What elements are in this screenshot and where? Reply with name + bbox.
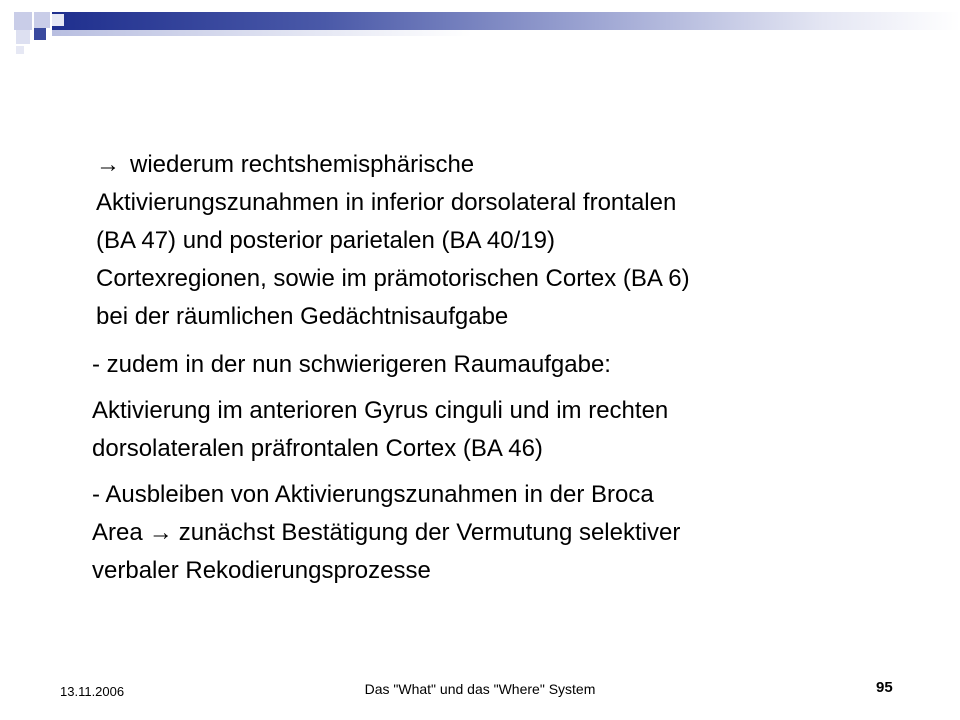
paragraph-3 [92,392,912,468]
decor-square [16,46,24,54]
text-line: Aktivierung im anterioren Gyrus cinguli und im rechten [92,397,669,424]
text-line: - Ausbleiben von Aktivierungszunahmen in der Broca [92,481,654,508]
decor-square-accent [34,28,46,40]
text-line: Cortexregionen, sowie im prämotorischen Cortex (BA 6) [96,265,690,292]
decor-square [14,12,32,30]
text-line: - zudem in der nun schwierigeren Raumaufgabe: [92,351,611,378]
paragraph-4 [92,476,912,590]
text-line: Area → zunächst Bestätigung der Vermutung selektiver [92,514,912,552]
arrow-right-icon: → [96,151,120,178]
arrow-right-icon: → [148,519,173,546]
header-gradient-bar [52,12,960,30]
page-number: 95 [876,679,893,696]
text-line: (BA 47) und posterior parietalen (BA 40/19) [96,227,555,254]
text-line: Aktivierungszunahmen in inferior dorsolateral frontalen [96,189,677,216]
decor-square [34,12,50,28]
text-line: → wiederum rechtshemisphärische [96,146,912,184]
footer-date: 13.11.2006 [60,684,125,699]
text-line: bei der räumlichen Gedächtnisaufgabe [96,303,509,330]
text-line: verbaler Rekodierungsprozesse [92,557,431,584]
paragraph-1 [96,146,912,336]
header-shade [52,30,472,36]
footer-title: Das "What" und das "Where" System [364,681,596,697]
decor-square [16,30,30,44]
paragraph-2 [92,346,912,384]
text-line: dorsolateralen präfrontalen Cortex (BA 46) [92,435,543,462]
decor-square [52,14,64,26]
slide-body [92,146,912,600]
